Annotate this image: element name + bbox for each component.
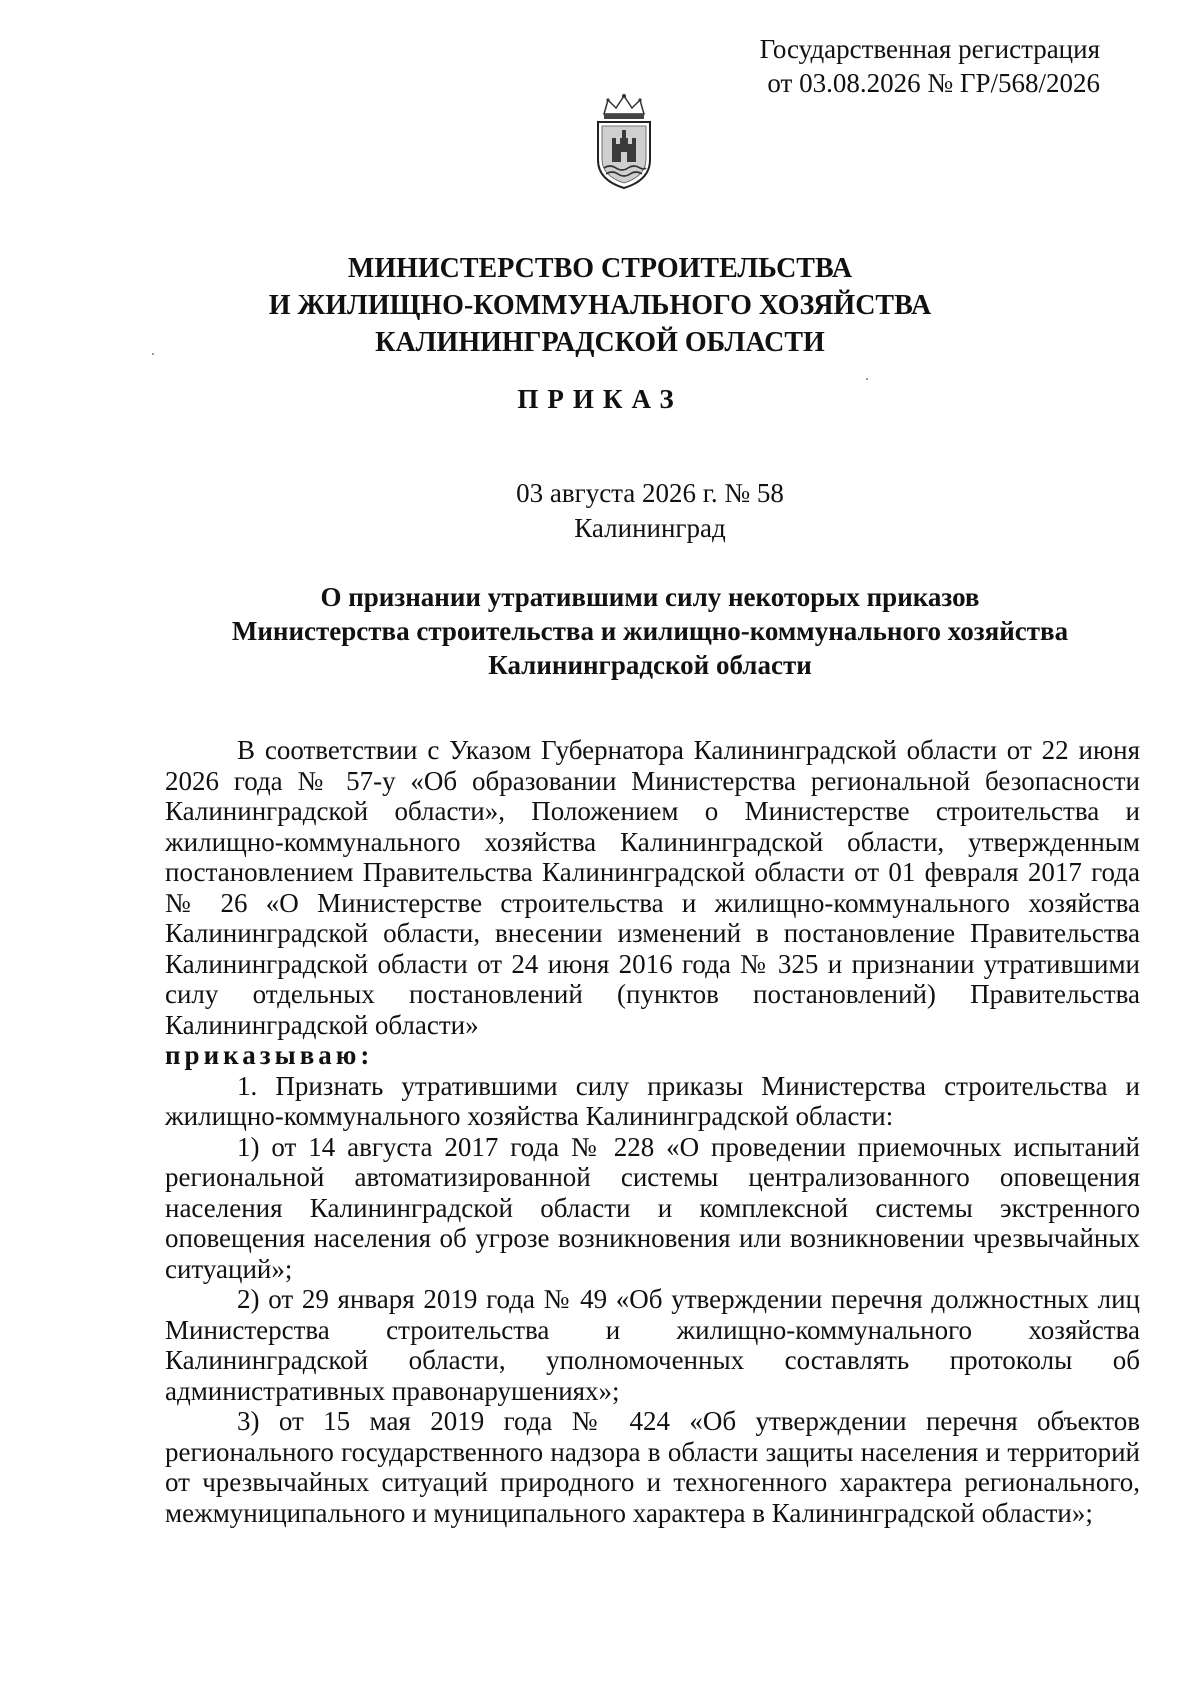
registration-stamp xyxy=(760,32,1100,100)
sub-item-2: 2) от 29 января 2019 года № 49 «Об утверждении перечня должностных лиц Министерства строительства и жилищно-коммунального хозяйства Калининградской области, уполномоченных составлять протоколы об административных правонарушениях»; xyxy=(165,1284,1140,1406)
scan-speck xyxy=(152,353,154,355)
registration-line-2: от 03.08.2026 № ГР/568/2026 xyxy=(767,68,1100,98)
ministry-line-2: И ЖИЛИЩНО-КОММУНАЛЬНОГО ХОЗЯЙСТВА xyxy=(268,290,932,321)
item-1: 1. Признать утратившими силу приказы Министерства строительства и жилищно-коммунального хозяйства Калининградской области: xyxy=(165,1070,1140,1131)
registration-line-1: Государственная регистрация xyxy=(759,34,1100,64)
subject-line-1: О признании утратившими силу некоторых приказов xyxy=(320,582,980,612)
document-body xyxy=(165,735,1140,1528)
date-and-place xyxy=(150,476,1150,546)
sub-item-3: 3) от 15 мая 2019 года № 424 «Об утверждении перечня объектов регионального государственного надзора в области защиты населения и территорий от чрезвычайных ситуаций природного и техногенного характера регионального, межмуниципального и муниципального характера в Калининградской области»; xyxy=(165,1406,1140,1528)
city: Калининград xyxy=(574,513,726,543)
ministry-line-3: КАЛИНИНГРАДСКОЙ ОБЛАСТИ xyxy=(375,327,825,358)
document-subject xyxy=(150,580,1150,682)
subject-line-2: Министерства строительства и жилищно-коммунального хозяйства xyxy=(231,616,1069,646)
ministry-line-1: МИНИСТЕРСТВО СТРОИТЕЛЬСТВА xyxy=(347,253,853,284)
order-word: приказываю: xyxy=(165,1040,374,1070)
scan-speck xyxy=(866,378,868,380)
sub-item-1: 1) от 14 августа 2017 года № 228 «О проведении приемочных испытаний региональной автоматизированной системы централизованного оповещения населения Калининградской области и комплексной системы экстренного оповещения населения об угрозе возникновения или возникновении чрезвычайных ситуаций»; xyxy=(165,1131,1140,1284)
coat-of-arms-icon xyxy=(590,92,658,190)
date-number: 03 августа 2026 г. № 58 xyxy=(516,478,784,508)
ministry-name xyxy=(150,250,1050,361)
preamble-paragraph xyxy=(165,735,1140,1071)
preamble-text: В соответствии с Указом Губернатора Калининградской области от 22 июня 2026 года № 57-у «Об образовании Министерства региональной безопасности Калининградской области», Положением о Министерстве строительства и жилищно-коммунального хозяйства Калининградской области, утвержденным постановлением Правительства Калининградской области от 01 февраля 2017 года № 26 «О Министерстве строительства и жилищно-коммунального хозяйства Калининградской области, внесении изменений в постановление Правительства Калининградской области от 24 июня 2016 года № 325 и признании утратившими силу отдельных постановлений (пунктов постановлений) Правительства Калининградской области» xyxy=(165,735,1140,1040)
document-type: ПРИКАЗ xyxy=(517,384,683,414)
subject-line-3: Калининградской области xyxy=(488,650,812,680)
